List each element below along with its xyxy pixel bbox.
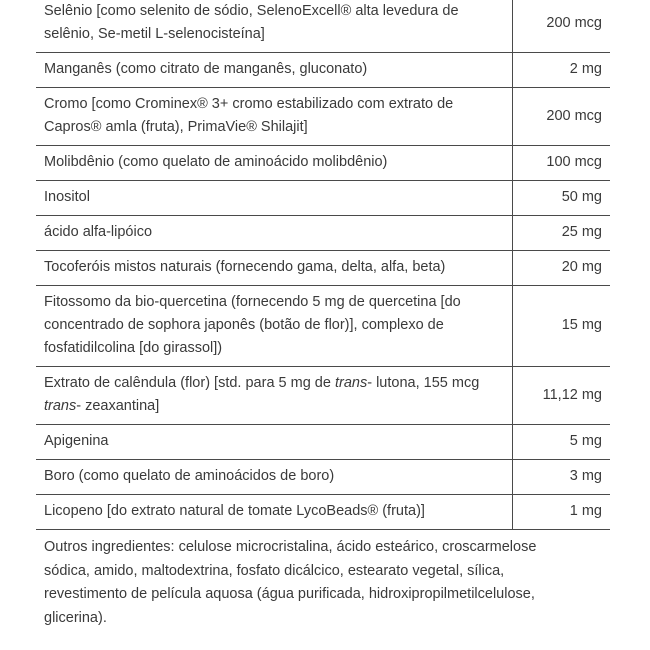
- ingredient-amount: 25 mg: [512, 216, 610, 251]
- ingredient-name: [36, 286, 512, 367]
- ingredient-amount: 15 mg: [512, 286, 610, 367]
- ingredient-amount: 3 mg: [512, 460, 610, 495]
- ingredients-table: [36, 0, 610, 530]
- ingredient-name-part: - lutona, 155 mcg: [367, 375, 480, 391]
- ingredient-name: [36, 251, 512, 286]
- table-row: [36, 460, 610, 495]
- ingredient-amount: 5 mg: [512, 425, 610, 460]
- table-row: [36, 367, 610, 425]
- ingredient-name: [36, 0, 512, 53]
- ingredient-name-part: Licopeno [do extrato natural de tomate LycoBeads® (fruta)]: [44, 503, 425, 519]
- table-row: [36, 146, 610, 181]
- ingredient-amount: 1 mg: [512, 495, 610, 530]
- ingredient-name-part: Molibdênio (como quelato de aminoácido molibdênio): [44, 154, 388, 170]
- ingredient-amount: 11,12 mg: [512, 367, 610, 425]
- table-row: [36, 286, 610, 367]
- ingredient-name-part: Selênio [como selenito de sódio, SelenoExcell® alta levedura de selênio, Se-metil L-selenocisteína]: [44, 3, 459, 42]
- ingredient-name-part: Fitossomo da bio-quercetina (fornecendo 5 mg de quercetina [do concentrado de sophora japonês (botão de flor)], complexo de fosfatidilcolina [do girassol]): [44, 294, 461, 356]
- ingredient-name-part: Boro (como quelato de aminoácidos de boro): [44, 468, 335, 484]
- ingredient-name-part: Manganês (como citrato de manganês, gluconato): [44, 61, 368, 77]
- table-row: [36, 251, 610, 286]
- ingredient-name-part: Inositol: [44, 189, 90, 205]
- ingredient-name: [36, 88, 512, 146]
- ingredient-name-italic-part: trans: [44, 398, 77, 414]
- table-row: [36, 88, 610, 146]
- ingredients-table-body: [36, 0, 610, 530]
- table-row: [36, 425, 610, 460]
- supplement-facts-panel: [36, 0, 610, 630]
- other-ingredients-text: Outros ingredientes: celulose microcristalina, ácido esteárico, croscarmelose sódica, amido, maltodextrina, fosfato dicálcico, estearato vegetal, sílica, revestimento de película aquosa (água purificada, hidroxipropilmetilcelulose, glicerina).: [44, 539, 537, 626]
- ingredient-name: [36, 425, 512, 460]
- ingredient-amount: 2 mg: [512, 53, 610, 88]
- ingredient-name: [36, 367, 512, 425]
- ingredient-name-part: Cromo [como Crominex® 3+ cromo estabilizado com extrato de Capros® amla (fruta), PrimaVie® Shilajit]: [44, 96, 454, 135]
- ingredient-name-italic-part: trans: [334, 375, 368, 391]
- ingredient-amount: 200 mcg: [512, 88, 610, 146]
- table-row: [36, 181, 610, 216]
- ingredient-name: [36, 181, 512, 216]
- ingredient-name: [36, 495, 512, 530]
- ingredient-amount: 100 mcg: [512, 146, 610, 181]
- ingredient-name: [36, 53, 512, 88]
- ingredient-name-part: Apigenina: [44, 433, 109, 449]
- ingredient-amount: 200 mcg: [512, 0, 610, 53]
- ingredient-name-part: Tocoferóis mistos naturais (fornecendo gama, delta, alfa, beta): [44, 259, 446, 275]
- table-row: [36, 216, 610, 251]
- table-row: [36, 495, 610, 530]
- ingredient-name: [36, 146, 512, 181]
- ingredient-amount: 20 mg: [512, 251, 610, 286]
- ingredient-name-part: Extrato de calêndula (flor) [std. para 5 mg de: [44, 375, 335, 391]
- ingredient-name-part: ácido alfa-lipóico: [44, 224, 153, 240]
- table-row: [36, 0, 610, 53]
- table-row: [36, 53, 610, 88]
- ingredient-amount: 50 mg: [512, 181, 610, 216]
- ingredient-name: [36, 216, 512, 251]
- ingredient-name-part: - zeaxantina]: [76, 398, 160, 414]
- ingredient-name: [36, 460, 512, 495]
